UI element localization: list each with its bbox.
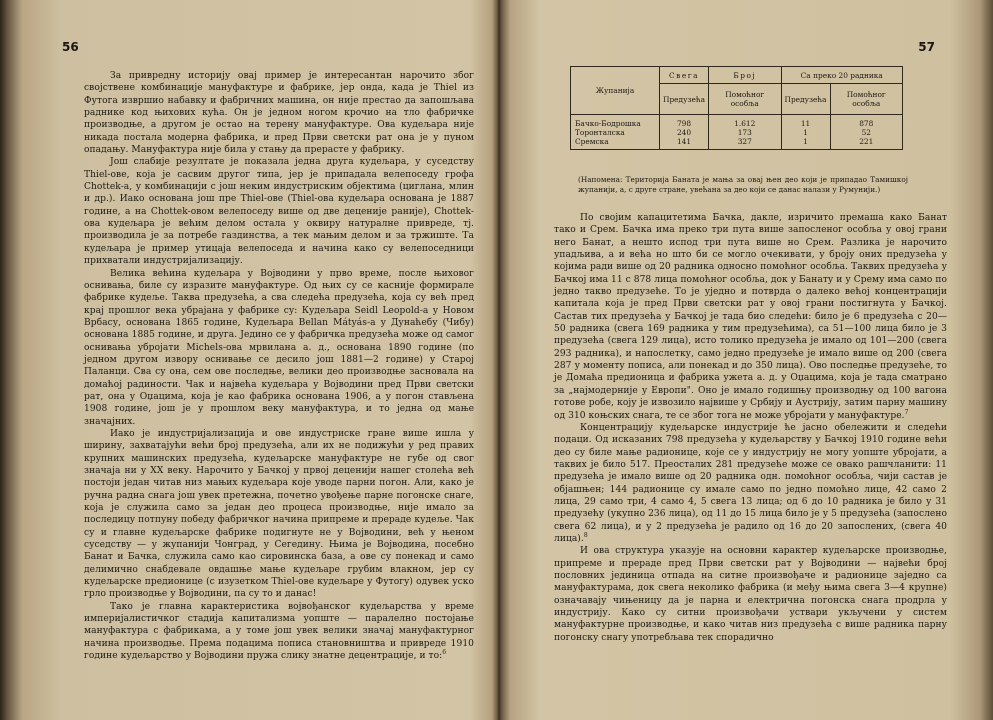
- group-header: Са преко 20 радника: [781, 67, 903, 84]
- county-header: Жупанија: [571, 67, 660, 115]
- county-cell: Торонталска: [571, 128, 660, 137]
- table-cell: 1: [781, 137, 830, 150]
- paragraph-text: Концентрацију кудељарске индустрије ће јасно обележити и следећи подаци. Од исказаних 798 предузећа у кудељарству у Бачкој 1910 године већи део су биле мање радионице, које се у индустрију не могу уопште убројати, а таквих је било 517. Преосталих 281 предузеће може се овако рашчланити: 11 предузећа је имало више од 20 радника одн. помоћног особља, чији састав је објашњен; 144 радионице су имале само по једно помоћно лице, 42 само 2 лица, 29 само три, 4 само 4, 5 свега 13 лица; од 6 до 10 радника је било у 31 предузећу (укупно 236 лица), од 11 до 15 лица било је у 5 предузећа (запослено свега 62 лица), и у 2 предузећа је радило од 16 до 20 запослених, (свега 40 лица).: [554, 422, 947, 544]
- table-header-row: [571, 67, 903, 84]
- table-cell: 1: [781, 128, 830, 137]
- paragraph: За привредну историју овај пример је интересантан нарочито због својствене комбинације мануфактуре и фабрике, јер онда, када је Thiel из Футога извршио набавку и фабричних машина, он није престао да запошљава раднике код њихових кућа. Он је једном ногом крочио на тло фабричке производње, а другом је остао на терену мануфактуре. Ова кудељара није никада постала модерна фабрика, и пред Први светски рат она је у пуном опадању. Мануфактура није била у стању да прерасте у фабрику.: [84, 71, 474, 156]
- table-row: [571, 128, 903, 137]
- subheader: Предузећа: [660, 84, 709, 115]
- left-page-text: [84, 70, 474, 663]
- table-cell: 52: [830, 128, 902, 137]
- table-row: [571, 119, 903, 128]
- group-header: Свега: [660, 67, 709, 84]
- footnote-mark: 8: [583, 531, 588, 539]
- table-cell: 141: [660, 137, 709, 150]
- page-number-right: 57: [918, 40, 935, 54]
- table-cell: 11: [781, 119, 830, 128]
- table-note: (Напомена: Територија Баната је мања за овај њен део који је припадао Тамишкој жупанији, а, с друге стране, увећана за део који се данас налази у Румунији.): [578, 175, 908, 194]
- table-cell: 221: [830, 137, 902, 150]
- county-cell: Сремска: [571, 137, 660, 150]
- paragraph-text: По својим капацитетима Бачка, дакле, изричито премаша како Банат тако и Срем. Бачка има преко три пута више запосленог особља у овој грани него Банат, а нешто испод три пута више но Срем. Разлика је нарочито упадљива, а и већа но што би се могло очекивати, у броју оних предузећа у којима ради више од 20 радника односно помоћног особља. Таквих предузећа у Бачкој има 11 с 878 лица помоћног особља, док у Банату и у Срему има само по једно такво предузеће. То је уједно и потврда о далеко већој концентрацији капитала која је пред Први светски рат у овој грани постигнута у Бачкој. Састав тих предузећа у Бачкој је тада био следећи: било је 6 предузећа с 20—50 радника (свега 169 радника у тим предузећима), са 51—100 лица било је 3 предузећа (свега 129 лица), исто толико предузећа је имало од 101—200 (свега 293 радника), и напослетку, само једно предузеће је имало више од 200 (свега 287 у моменту пописа, али понекад и до 350 лица). Ово последње предузеће, то је Домаћа предионица и фабрика ужета а. д. у Оџацима, која је тада сматрано за „најмодерније у Европи". Оно је имало годишњу производњу од 100 вагона готове робе, коју је извозило највише у Србију и Аустрију, затим парну машину од 310 коњских снага, те се због тога не може убројати у мануфактуре.: [554, 213, 947, 421]
- paragraph: [554, 545, 947, 644]
- paragraph: [84, 601, 474, 663]
- paragraph: [554, 422, 947, 545]
- table-row: [571, 137, 903, 150]
- subheader: Помоћног особља: [709, 84, 781, 115]
- group-header: Број: [709, 67, 781, 84]
- right-page-text: [554, 212, 947, 644]
- statistics-table: [570, 66, 903, 150]
- right-page: [500, 0, 993, 720]
- table-cell: 240: [660, 128, 709, 137]
- table-cell: 798: [660, 119, 709, 128]
- table-cell: 1.612: [709, 119, 781, 128]
- subheader: Помоћног особља: [830, 84, 902, 115]
- footnote-mark: 7: [904, 408, 909, 416]
- county-cell: Бачко-Бодрошка: [571, 119, 660, 128]
- table-cell: 878: [830, 119, 902, 128]
- footnote-mark: 6: [442, 649, 447, 657]
- paragraph-text: И ова структура указује на основни карактер кудељарске производње, припреме и прераде пред Први светски рат у Војводини — највећи број пословних јединица отпада на ситне произвођаче и радионице заједно са мануфактурама, док свега неколико фабрика (и међу њима свега 3—4 крупне) означавају чињеницу да је парна и електрична погонска снага продрла у индустрију. Како су ситни произвођачи уствари укључени у систем мануфактурне производње, и како читав низ предузећа с више радника парну погонску снагу употребљава тек спорадично: [554, 546, 947, 643]
- table-cell: 173: [709, 128, 781, 137]
- paragraph: Још слабије резултате је показала једна друга кудељара, у суседству Thiel-ове, која је сасвим другог типа, јер је припадала велепоседу грофа Chottek-а, у комбинацији с још неким индустриским објектима (циглана, млин и др.). Иако основана још пре Thiel-ове (Thiel-ова кудељара основана је 1887 године, а на Chottek-овом велепоседу више од две деценије раније), Chottek-ова кудељара је већим делом остала у оквиру натуралне привреде, тј. производила је за потребе газдинства, а тек мањим делом и за тржиште. Та кудељара је пример утицаја велепоседа и начина како су велепоседници прихватали индустријализацију.: [84, 157, 474, 267]
- paragraph: [554, 212, 947, 422]
- table-cell: 327: [709, 137, 781, 150]
- left-page: [0, 0, 496, 720]
- paragraph-text: Тако је главна карактеристика војвођанског кудељарства у време империјалистичког стадија капитализма уопште — паралелно постојање мануфактура с фабрикама, а у томе још увек велики значај мануфактурног начина производње. Према подацима пописа становништва и привреде 1910 године кудељарство у Војводини пружа слику знатне децентрације, и то:: [84, 601, 474, 662]
- paragraph: Велика већина кудељара у Војводини у прво време, после њиховог оснивања, биле су изразите мануфактуре. Од њих су се касније формирале фабрике кудеље. Таква предузећа, а сва следећа предузећа, која су већ пред крај прошлог века убрајана у фабрике су: Кудељара Seidl Leopold-а у Новом Врбасу, основана 1865 године, Кудељара Bellan Mátyás-а у Дунаћебу (Чибу) основана 1885 године, и друга. Једино се у фабричка предузећа може од самог оснивања убројати Michels-ова мрвилана а. д., основана 1890 године (по једном другом извору оснивање се десило још 1881—2 године) у Старој Паланци. Сва су она, сем ове последње, велики део производње засновала на домаћој радиности. Чак и највећа кудељара у Војводини пред Први светски рат, она у Оџацима, која је као фабрика основана 1906, а у погон стављена 1908 године, још је у прошлом веку мануфактура, и то једна од мање значајних.: [84, 268, 474, 427]
- page-number-left: 56: [62, 40, 79, 54]
- subheader: Предузећа: [781, 84, 830, 115]
- paragraph: Иако је индустријализација и ове индустриске гране више ишла у ширину, захватајући већи број предузећа, али их не подижући у ред правих крупних машинских предузећа, кудељарске мануфактуре не губе од свог значаја ни у XX веку. Нарочито у Бачкој у првој деценији нашег столећа већ постоји један читав низ мањих кудељара које уводе парни погон. Али, како је ручна радна снага још увек претежна, почетно увођење парне погонске снаге, која је служила само за један део процеса производње, није имало за последицу потпуну победу фабричког начина припреме и прераде кудеље. Чак су и главне кудељарске фабрике подигнуте не у Војводини, већ у њеном суседству — у жупанији Чонград, у Сегедину. Њима је Војводина, посебно Банат и Бачка, служила само као сировинска база, а ове су понекад и само делимично снабдевале овдашње мање кудељаре грубим влакном, јер су кудељарске предионице (с изузетком Thiel-ове кудељаре у Футогу) одувек уско грло производње у Војводини, па су то и данас!: [84, 428, 474, 600]
